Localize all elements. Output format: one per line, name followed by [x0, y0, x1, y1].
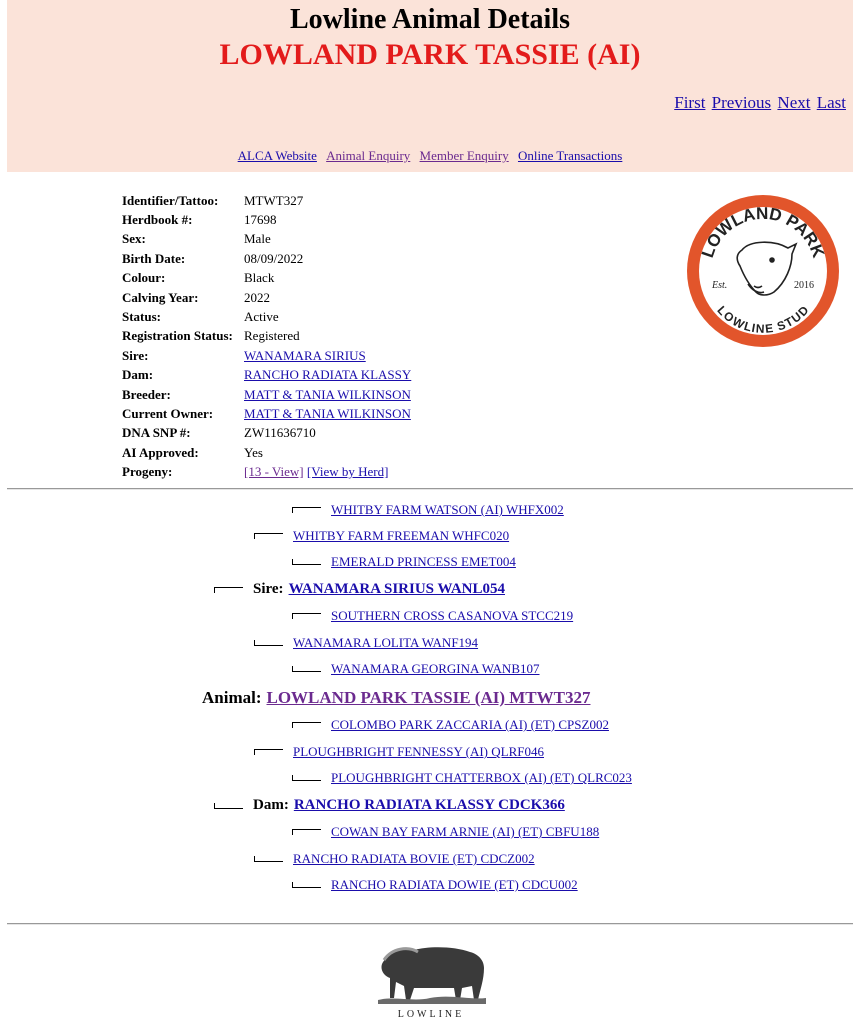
- pedigree-dam: [214, 797, 565, 814]
- detail-row: [122, 191, 411, 210]
- pedigree-dss: [292, 717, 609, 733]
- detail-label: Registration Status:: [122, 328, 233, 344]
- pedigree-sds: [292, 608, 573, 624]
- animal-label: Animal:: [202, 688, 262, 707]
- ai-approved-value: Yes: [244, 444, 263, 460]
- colour-value: Black: [244, 270, 275, 286]
- connector-line: [292, 775, 321, 781]
- connector-line: [292, 559, 321, 565]
- herdbook-value: 17698: [244, 212, 277, 228]
- detail-label: DNA SNP #:: [122, 425, 191, 441]
- pedigree-link[interactable]: PLOUGHBRIGHT CHATTERBOX (AI) (ET) QLRC023: [331, 770, 632, 785]
- birth-date-value: 08/09/2022: [244, 250, 304, 266]
- pedigree-link[interactable]: RANCHO RADIATA BOVIE (ET) CDCZ002: [293, 851, 535, 866]
- pedigree-ss: [254, 528, 509, 544]
- pedigree-dsd: [292, 770, 632, 786]
- logo-bottom-text: LOWLINE STUD: [714, 303, 812, 336]
- connector-line: [292, 666, 321, 672]
- pedigree-ddd: [292, 877, 578, 893]
- connector-line: [292, 829, 321, 835]
- detail-label: Herdbook #:: [122, 212, 193, 228]
- connector-line: [292, 722, 321, 728]
- detail-label: Colour:: [122, 270, 166, 286]
- connector-line: [214, 803, 243, 809]
- connector-line: [254, 856, 283, 862]
- dna-snp-value: ZW11636710: [244, 425, 316, 441]
- record-pager: [672, 93, 846, 113]
- pedigree-link[interactable]: WHITBY FARM FREEMAN WHFC020: [293, 528, 510, 543]
- connector-line: [292, 613, 321, 619]
- pedigree-dds: [292, 824, 599, 840]
- connector-line: [254, 533, 283, 539]
- logo-est-year: 2016: [794, 280, 814, 291]
- page-header: [7, 0, 853, 172]
- pedigree-animal: [202, 688, 590, 708]
- sex-value: Male: [244, 231, 271, 247]
- sire-link[interactable]: WANAMARA SIRIUS: [244, 347, 366, 363]
- detail-row: [122, 366, 411, 385]
- pedigree-sire: [214, 581, 505, 598]
- detail-row: [122, 230, 411, 249]
- detail-label: Status:: [122, 309, 162, 325]
- registration-status-value: Registered: [244, 328, 300, 344]
- connector-line: [214, 587, 243, 593]
- last-link[interactable]: Last: [816, 93, 846, 112]
- connector-line: [292, 882, 321, 888]
- pedigree-link[interactable]: EMERALD PRINCESS EMET004: [331, 554, 516, 569]
- detail-row: [122, 346, 411, 365]
- footer-divider: [7, 923, 853, 925]
- bull-silhouette-icon: [378, 947, 486, 1004]
- pedigree-sss: [292, 502, 564, 518]
- pedigree-sdd: [292, 661, 540, 677]
- animal-name-title: LOWLAND PARK TASSIE (AI): [219, 38, 641, 71]
- detail-label: Identifier/Tattoo:: [122, 192, 219, 208]
- current-owner-link[interactable]: MATT & TANIA WILKINSON: [244, 405, 411, 421]
- section-divider: [7, 488, 853, 490]
- connector-line: [254, 749, 283, 755]
- pedigree-ds: [254, 744, 544, 760]
- pedigree-link[interactable]: COLOMBO PARK ZACCARIA (AI) (ET) CPSZ002: [331, 717, 609, 732]
- pedigree-link[interactable]: SOUTHERN CROSS CASANOVA STCC219: [331, 608, 574, 623]
- alca-website-link[interactable]: ALCA Website: [237, 148, 317, 163]
- breeder-link[interactable]: MATT & TANIA WILKINSON: [244, 386, 411, 402]
- animal-details-table: [122, 191, 411, 482]
- dam-link[interactable]: RANCHO RADIATA KLASSY: [244, 367, 412, 383]
- detail-label: Calving Year:: [122, 289, 199, 305]
- detail-row: [122, 385, 411, 404]
- logo-top-text: LOWLAND PARK: [698, 203, 828, 261]
- progeny-view-link[interactable]: [13 - View]: [244, 464, 304, 480]
- identifier-value: MTWT327: [244, 192, 304, 208]
- footer-logo-text: LOWLINE: [397, 1009, 465, 1020]
- detail-label: Progeny:: [122, 464, 173, 480]
- pedigree-link[interactable]: PLOUGHBRIGHT FENNESSY (AI) QLRF046: [293, 744, 544, 759]
- pedigree-link[interactable]: WANAMARA GEORGINA WANB107: [331, 661, 540, 676]
- page-title: Lowline Animal Details: [289, 4, 570, 35]
- detail-label: Dam:: [122, 367, 154, 383]
- pedigree-dd: [254, 851, 535, 867]
- animal-pedigree-link[interactable]: LOWLAND PARK TASSIE (AI) MTWT327: [266, 688, 591, 707]
- previous-link[interactable]: Previous: [711, 93, 772, 112]
- dam-label: Dam:: [253, 797, 289, 813]
- detail-label: AI Approved:: [122, 444, 199, 460]
- detail-row: [122, 269, 411, 288]
- calving-year-value: 2022: [244, 289, 270, 305]
- member-enquiry-link[interactable]: Member Enquiry: [419, 148, 509, 163]
- pedigree-sd: [254, 635, 478, 651]
- sire-pedigree-link[interactable]: WANAMARA SIRIUS WANL054: [288, 581, 505, 597]
- view-by-herd-link[interactable]: [View by Herd]: [306, 464, 389, 480]
- lowland-park-logo: [684, 192, 842, 350]
- detail-label: Current Owner:: [122, 405, 214, 421]
- pedigree-link[interactable]: RANCHO RADIATA DOWIE (ET) CDCU002: [331, 877, 578, 892]
- detail-label: Breeder:: [122, 386, 171, 402]
- animal-enquiry-link[interactable]: Animal Enquiry: [326, 148, 411, 163]
- detail-label: Birth Date:: [122, 250, 186, 266]
- detail-row: [122, 249, 411, 268]
- pedigree-link[interactable]: WANAMARA LOLITA WANF194: [293, 635, 479, 650]
- detail-row: [122, 210, 411, 229]
- next-link[interactable]: Next: [777, 93, 811, 112]
- pedigree-ssd: [292, 554, 516, 570]
- detail-label: Sire:: [122, 347, 149, 363]
- dam-pedigree-link[interactable]: RANCHO RADIATA KLASSY CDCK366: [293, 797, 565, 813]
- status-value: Active: [244, 309, 279, 325]
- detail-row: [122, 404, 411, 423]
- online-transactions-link[interactable]: Online Transactions: [517, 148, 623, 163]
- detail-row: [122, 462, 411, 481]
- detail-row: [122, 288, 411, 307]
- lowline-footer-logo: [374, 942, 488, 1022]
- sire-label: Sire:: [253, 581, 284, 597]
- detail-label: Sex:: [122, 231, 146, 247]
- pedigree-link[interactable]: WHITBY FARM WATSON (AI) WHFX002: [331, 502, 564, 517]
- first-link[interactable]: First: [674, 93, 706, 112]
- detail-row: [122, 424, 411, 443]
- connector-line: [254, 640, 283, 646]
- logo-est-label: Est.: [712, 280, 728, 291]
- detail-row: [122, 443, 411, 462]
- connector-line: [292, 507, 321, 513]
- detail-row: [122, 307, 411, 326]
- detail-row: [122, 327, 411, 346]
- pedigree-link[interactable]: COWAN BAY FARM ARNIE (AI) (ET) CBFU188: [331, 824, 600, 839]
- site-links: [7, 148, 853, 164]
